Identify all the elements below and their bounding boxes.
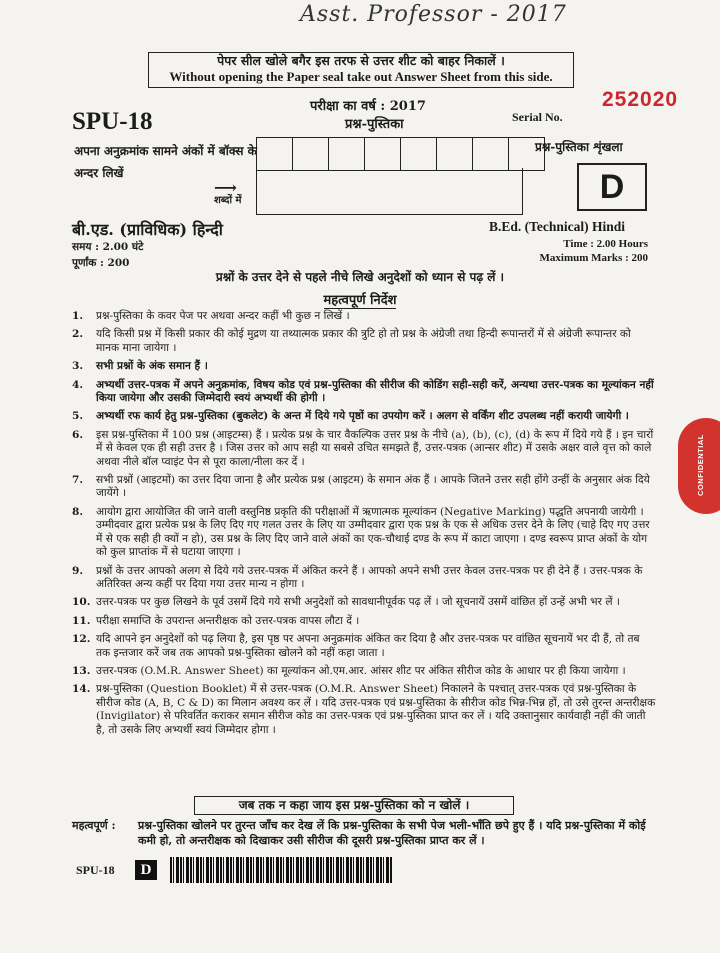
words-hint: शब्दों में: [214, 195, 242, 206]
instruction-text: आयोग द्वारा आयोजित की जाने वाली वस्तुनिष्ठ प्रकृति की परीक्षाओं में ऋणात्मक मूल्यांकन (Negative Marking) पद्धति अपनायी जायेगी । उम्मीदवार द्वारा प्रत्येक प्रश्न के लिए दिए गए गलत उत्तर के लिए या उम्मीदवार द्वारा एक प्रश्न के एक से अधिक उत्तर देने के लिए (चाहे दिए गए उत्तर में से एक सही ही क्यों न हो), उस प्रश्न के लिए दिए जाने वाले अंकों का एक-चौथाई दण्ड के रूप में काटा जाएगा । दण्ड स्वरूप प्राप्त अंकों के योग को कुल प्राप्तांक में से घटाया जाएगा ।: [96, 505, 650, 559]
instruction-number: 14.: [72, 683, 91, 696]
instruction-text: अभ्यर्थी उत्तर-पत्रक में अपने अनुक्रमांक, विषय कोड एवं प्रश्न-पुस्तिका की सीरीज की कोडिंग सही-सही करें, अन्यथा उत्तर-पत्रक का मूल्यांकन नहीं किया जायेगा और उसकी जिम्मेदारी स्वयं अभ्यर्थी की होगी ।: [96, 378, 654, 405]
instruction-number: 3.: [72, 360, 84, 373]
instruction-text: इस प्रश्न-पुस्तिका में 100 प्रश्न (आइटम्स) हैं । प्रत्येक प्रश्न के चार वैकल्पिक उत्तर प्रश्न के नीचे (a), (b), (c), (d) के रूप में दिये गये हैं । इन चारों में से केवल एक ही सही उत्तर है । जिस उत्तर को आप सही या सबसे उचित समझते हैं, उत्तर-पत्रक (आन्सर शीट) में उसके अक्षर वाले वृत्त को काले अथवा नीले बॉल प्वाइंट पेन से पूरा काला/नीला कर दें ।: [96, 428, 654, 468]
seal-instruction-hindi: पेपर सील खोले बगैर इस तरफ से उत्तर शीट को बाहर निकालें ।: [217, 53, 505, 68]
roll-digit-box[interactable]: [401, 138, 437, 171]
marks-hindi: पूर्णांक : 200: [72, 257, 130, 269]
roll-digit-box[interactable]: [437, 138, 473, 171]
instruction-number: 6.: [72, 428, 84, 441]
instruction-text: सभी प्रश्नों के अंक समान हैं ।: [96, 360, 208, 373]
time-marks-english: [500, 237, 648, 265]
serial-label: Serial No.: [512, 110, 563, 124]
confidential-seal-text: CONFIDENTIAL: [696, 434, 705, 496]
important-heading: महत्वपूर्ण निर्देश: [323, 293, 397, 308]
roll-number-grid[interactable]: [256, 137, 545, 171]
instruction-item: [72, 410, 656, 423]
pre-instruction-note: प्रश्नों के उत्तर देने से पहले नीचे लिखे अनुदेशों को ध्यान से पढ़ लें ।: [215, 270, 505, 284]
serial-number: 252020: [602, 88, 679, 111]
exam-year: परीक्षा का वर्ष : 2017: [310, 99, 426, 114]
important-label: महत्वपूर्ण :: [72, 819, 116, 832]
marks-english: Maximum Marks : 200: [539, 252, 648, 264]
instruction-number: 7.: [72, 474, 84, 487]
time-marks-hindi: [72, 239, 143, 271]
time-hindi: समय : 2.00 घंटे: [72, 241, 144, 253]
instruction-text: यदि आपने इन अनुदेशों को पढ़ लिया है, इस पृष्ठ पर अपना अनुक्रमांक अंकित कर दिया है और उत्तर-पत्रक पर वांछित सूचनायें भर दी हैं, तो तब तक इन्तजार करें जब तक आपको प्रश्न-पुस्तिका खोलने को नहीं कहा जाता ।: [96, 633, 640, 659]
paper-code: SPU-18: [72, 108, 153, 135]
instruction-item: [72, 379, 656, 406]
subject-hindi: बी.एड. (प्राविधिक) हिन्दी: [72, 220, 223, 239]
roll-digit-box[interactable]: [365, 138, 401, 171]
instruction-item: [72, 310, 656, 323]
footer-code: SPU-18: [76, 863, 115, 877]
roll-number-hint: अपना अनुक्रमांक सामने अंकों में बॉक्स के अन्दर लिखें: [74, 144, 257, 180]
instruction-number: 5.: [72, 410, 84, 423]
instruction-number: 4.: [72, 378, 84, 391]
instruction-text: उत्तर-पत्रक (O.M.R. Answer Sheet) का मूल्यांकन ओ.एम.आर. आंसर शीट पर अंकित सीरीज कोड के आधार पर ही किया जायेगा ।: [96, 664, 626, 677]
instruction-text: अभ्यर्थी रफ कार्य हेतु प्रश्न-पुस्तिका (बुकलेट) के अन्त में दिये गये पृष्ठों का उपयोग करें । अलग से वर्किंग शीट उपलब्ध नहीं करायी जायेगी ।: [96, 410, 629, 423]
instruction-item: [72, 360, 656, 373]
instruction-item: [72, 565, 656, 592]
instruction-item: [72, 429, 656, 469]
instruction-item: [72, 328, 656, 355]
series-code-box: D: [577, 163, 647, 211]
time-english: Time : 2.00 Hours: [563, 238, 648, 250]
instruction-text: उत्तर-पत्रक पर कुछ लिखने के पूर्व उसमें दिये गये सभी अनुदेशों को सावधानीपूर्वक पढ़ लें । जो सूचनायें उसमें वांछित हों उन्हें अभी भर लें ।: [96, 596, 620, 609]
roll-digit-box[interactable]: [293, 138, 329, 171]
instruction-item: [72, 683, 656, 737]
subject-english: B.Ed. (Technical) Hindi: [489, 219, 626, 234]
roll-digit-box[interactable]: [473, 138, 509, 171]
instruction-item: [72, 506, 656, 560]
instruction-number: 12.: [72, 633, 91, 646]
instruction-number: 8.: [72, 505, 84, 518]
instruction-number: 10.: [72, 596, 91, 609]
do-not-open-notice: जब तक न कहा जाय इस प्रश्न-पुस्तिका को न खोलें ।: [194, 796, 514, 815]
roll-digit-box[interactable]: [257, 138, 293, 171]
important-text: प्रश्न-पुस्तिका खोलने पर तुरन्त जाँच कर देख लें कि प्रश्न-पुस्तिका के सभी पेज भली-भाँति छपे हुए हैं । यदि प्रश्न-पुस्तिका में कोई कमी हो, तो अन्तरीक्षक को दिखाकर उसी सीरीज की दूसरी प्रश्न-पुस्तिका प्राप्त कर लें ।: [138, 819, 646, 847]
seal-instruction-english: Without opening the Paper seal take out Answer Sheet from this side.: [169, 69, 553, 84]
handwritten-note: Asst. Professor - 2017: [300, 2, 567, 27]
instruction-item: [72, 633, 656, 660]
instruction-number: 9.: [72, 564, 84, 577]
instruction-item: [72, 615, 656, 628]
important-heading-wrap: [0, 290, 720, 308]
instruction-text: सभी प्रश्नों (आइटमों) का उत्तर दिया जाना है और प्रत्येक प्रश्न (आइटम) के समान अंक हैं । आपके जितने उत्तर सही होंगे उन्हीं के अनुसार अंक दिये जायेंगे ।: [96, 474, 650, 500]
instructions-list: [72, 310, 656, 742]
instruction-number: 2.: [72, 328, 84, 341]
instruction-text: प्रश्न-पुस्तिका के कवर पेज पर अथवा अन्दर कहीं भी कुछ न लिखें ।: [96, 310, 350, 322]
footer-series: D: [135, 860, 157, 880]
instruction-number: 11.: [72, 614, 91, 627]
important-note: [72, 818, 658, 848]
instruction-item: [72, 596, 656, 609]
booklet-label: प्रश्न-पुस्तिका: [345, 117, 404, 132]
arrow-icon: ⟶: [214, 178, 237, 197]
instruction-text: प्रश्न-पुस्तिका (Question Booklet) में से उत्तर-पत्रक (O.M.R. Answer Sheet) निकालने के पश्चात् उत्तर-पत्रक एवं प्रश्न-पुस्तिका के सीरीज कोड (A, B, C & D) का मिलान अवश्य कर लें । यदि उत्तर-पत्रक एवं प्रश्न-पुस्तिका के सीरीज कोड भिन्न-भिन्न हों, तो उसे तुरन्त अन्तरीक्षक (Invigilator) से परिवर्तित कराकर समान सीरीज कोड का उत्तर-पत्रक एवं प्रश्न-पुस्तिका प्राप्त कर लें । यदि उक्तानुसार कार्यवाही नहीं की जाती है, तो उसके लिए अभ्यर्थी स्वयं जिम्मेदार होगा ।: [96, 683, 656, 736]
instruction-number: 1.: [72, 310, 84, 322]
seal-instruction-box: [148, 52, 574, 88]
confidential-seal: [678, 418, 720, 514]
series-label: प्रश्न-पुस्तिका शृंखला: [535, 140, 623, 154]
instruction-number: 13.: [72, 664, 91, 677]
barcode: [170, 857, 392, 883]
instruction-text: प्रश्नों के उत्तर आपको अलग से दिये गये उत्तर-पत्रक में अंकित करने हैं । आपको अपने सभी उत्तर केवल उत्तर-पत्रक पर ही देने हैं । उत्तर-पत्रक के अतिरिक्त अन्य कहीं पर दिया गया उत्तर मान्य न होगा ।: [96, 564, 643, 590]
instruction-text: यदि किसी प्रश्न में किसी प्रकार की कोई मुद्रण या तथ्यात्मक प्रकार की त्रुटि हो तो प्रश्न के अंग्रेजी तथा हिन्दी रूपान्तरों में से अंग्रेजी रूपान्तर को मानक माना जायेगा ।: [96, 328, 631, 354]
roll-digit-box[interactable]: [329, 138, 365, 171]
roll-number-words-box[interactable]: [256, 168, 523, 215]
instruction-text: परीक्षा समाप्ति के उपरान्त अन्तरीक्षक को उत्तर-पत्रक वापस लौटा दें ।: [96, 614, 360, 627]
instruction-item: [72, 665, 656, 678]
instruction-item: [72, 474, 656, 501]
